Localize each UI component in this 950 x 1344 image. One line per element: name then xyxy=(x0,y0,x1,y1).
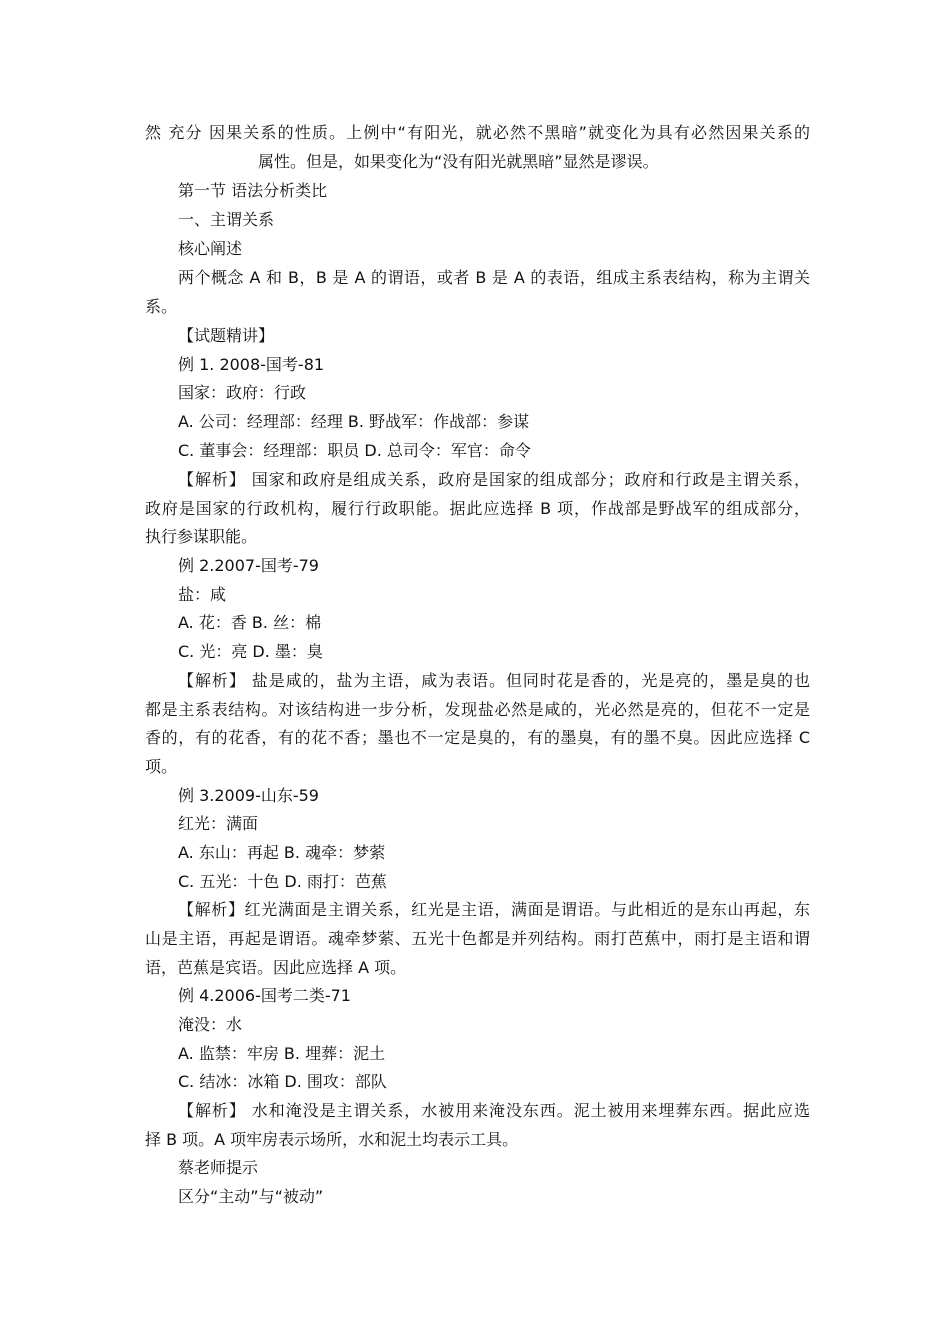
text-line: 核心阐述 xyxy=(178,239,243,258)
option-line: C. 光：亮 D. 墨：臭 xyxy=(178,642,323,661)
text-line: 系。 xyxy=(145,297,178,316)
text-line: 红光：满面 xyxy=(178,814,259,833)
example-title: 例 3.2009-山东-59 xyxy=(178,786,319,805)
text-line: 区分“主动”与“被动” xyxy=(178,1187,324,1206)
text-line: 淹没：水 xyxy=(178,1015,243,1034)
option-line: A. 东山：再起 B. 魂牵：梦萦 xyxy=(178,843,386,862)
text-line: 然 充分 因果关系的性质。上例中“有阳光，就必然不黑暗”就变化为具有必然因果关系的 xyxy=(145,123,810,142)
text-line: 两个概念 A 和 B，B 是 A 的谓语，或者 B 是 A 的表语，组成主系表结构，称为主谓关 xyxy=(178,268,810,287)
text-line: 【解析】 盐是咸的，盐为主语，咸为表语。但同时花是香的，光是亮的，墨是臭的也 xyxy=(178,671,810,690)
text-line: 语，芭蕉是宾语。因此应选择 A 项。 xyxy=(145,958,407,977)
text-line: 政府是国家的行政机构，履行行政职能。据此应选择 B 项，作战部是野战军的组成部分， xyxy=(145,499,810,518)
option-line: C. 五光：十色 D. 雨打：芭蕉 xyxy=(178,872,387,891)
text-line: 属性。但是，如果变化为“没有阳光就黑暗”显然是谬误。 xyxy=(258,152,659,171)
section-heading: 第一节 语法分析类比 xyxy=(178,181,328,200)
option-line: C. 结冰：冰箱 D. 围攻：部队 xyxy=(178,1072,387,1091)
text-line: 国家：政府：行政 xyxy=(178,383,307,402)
text-line: 山是主语，再起是谓语。魂牵梦萦、五光十色都是并列结构。雨打芭蕉中，雨打是主语和谓 xyxy=(145,929,810,948)
text-line: 项。 xyxy=(145,757,178,776)
example-title: 例 4.2006-国考二类-71 xyxy=(178,986,351,1005)
option-line: C. 董事会：经理部：职员 D. 总司令：军官：命令 xyxy=(178,441,531,460)
text-line: 蔡老师提示 xyxy=(178,1158,259,1177)
text-line: 【解析】 国家和政府是组成关系，政府是国家的组成部分；政府和行政是主谓关系， xyxy=(178,470,810,489)
example-title: 例 1. 2008-国考-81 xyxy=(178,355,325,374)
text-line: 【解析】红光满面是主谓关系，红光是主语，满面是谓语。与此相近的是东山再起，东 xyxy=(178,900,810,919)
text-line: 都是主系表结构。对该结构进一步分析，发现盐必然是咸的，光必然是亮的，但花不一定是 xyxy=(145,700,810,719)
option-line: A. 监禁：牢房 B. 埋葬：泥土 xyxy=(178,1044,386,1063)
text-line: 执行参谋职能。 xyxy=(145,527,258,546)
text-line: 【试题精讲】 xyxy=(178,326,275,345)
text-line: 【解析】 水和淹没是主谓关系，水被用来淹没东西。泥土被用来埋葬东西。据此应选 xyxy=(178,1101,810,1120)
example-title: 例 2.2007-国考-79 xyxy=(178,556,319,575)
text-line: 香的，有的花香，有的花不香；墨也不一定是臭的，有的墨臭，有的墨不臭。因此应选择 C xyxy=(145,728,810,747)
option-line: A. 公司：经理部：经理 B. 野战军：作战部：参谋 xyxy=(178,412,530,431)
text-line: 择 B 项。A 项牢房表示场所，水和泥土均表示工具。 xyxy=(145,1130,519,1149)
subsection-heading: 一、主谓关系 xyxy=(178,210,275,229)
text-line: 盐：咸 xyxy=(178,585,227,604)
option-line: A. 花：香 B. 丝：棉 xyxy=(178,613,322,632)
